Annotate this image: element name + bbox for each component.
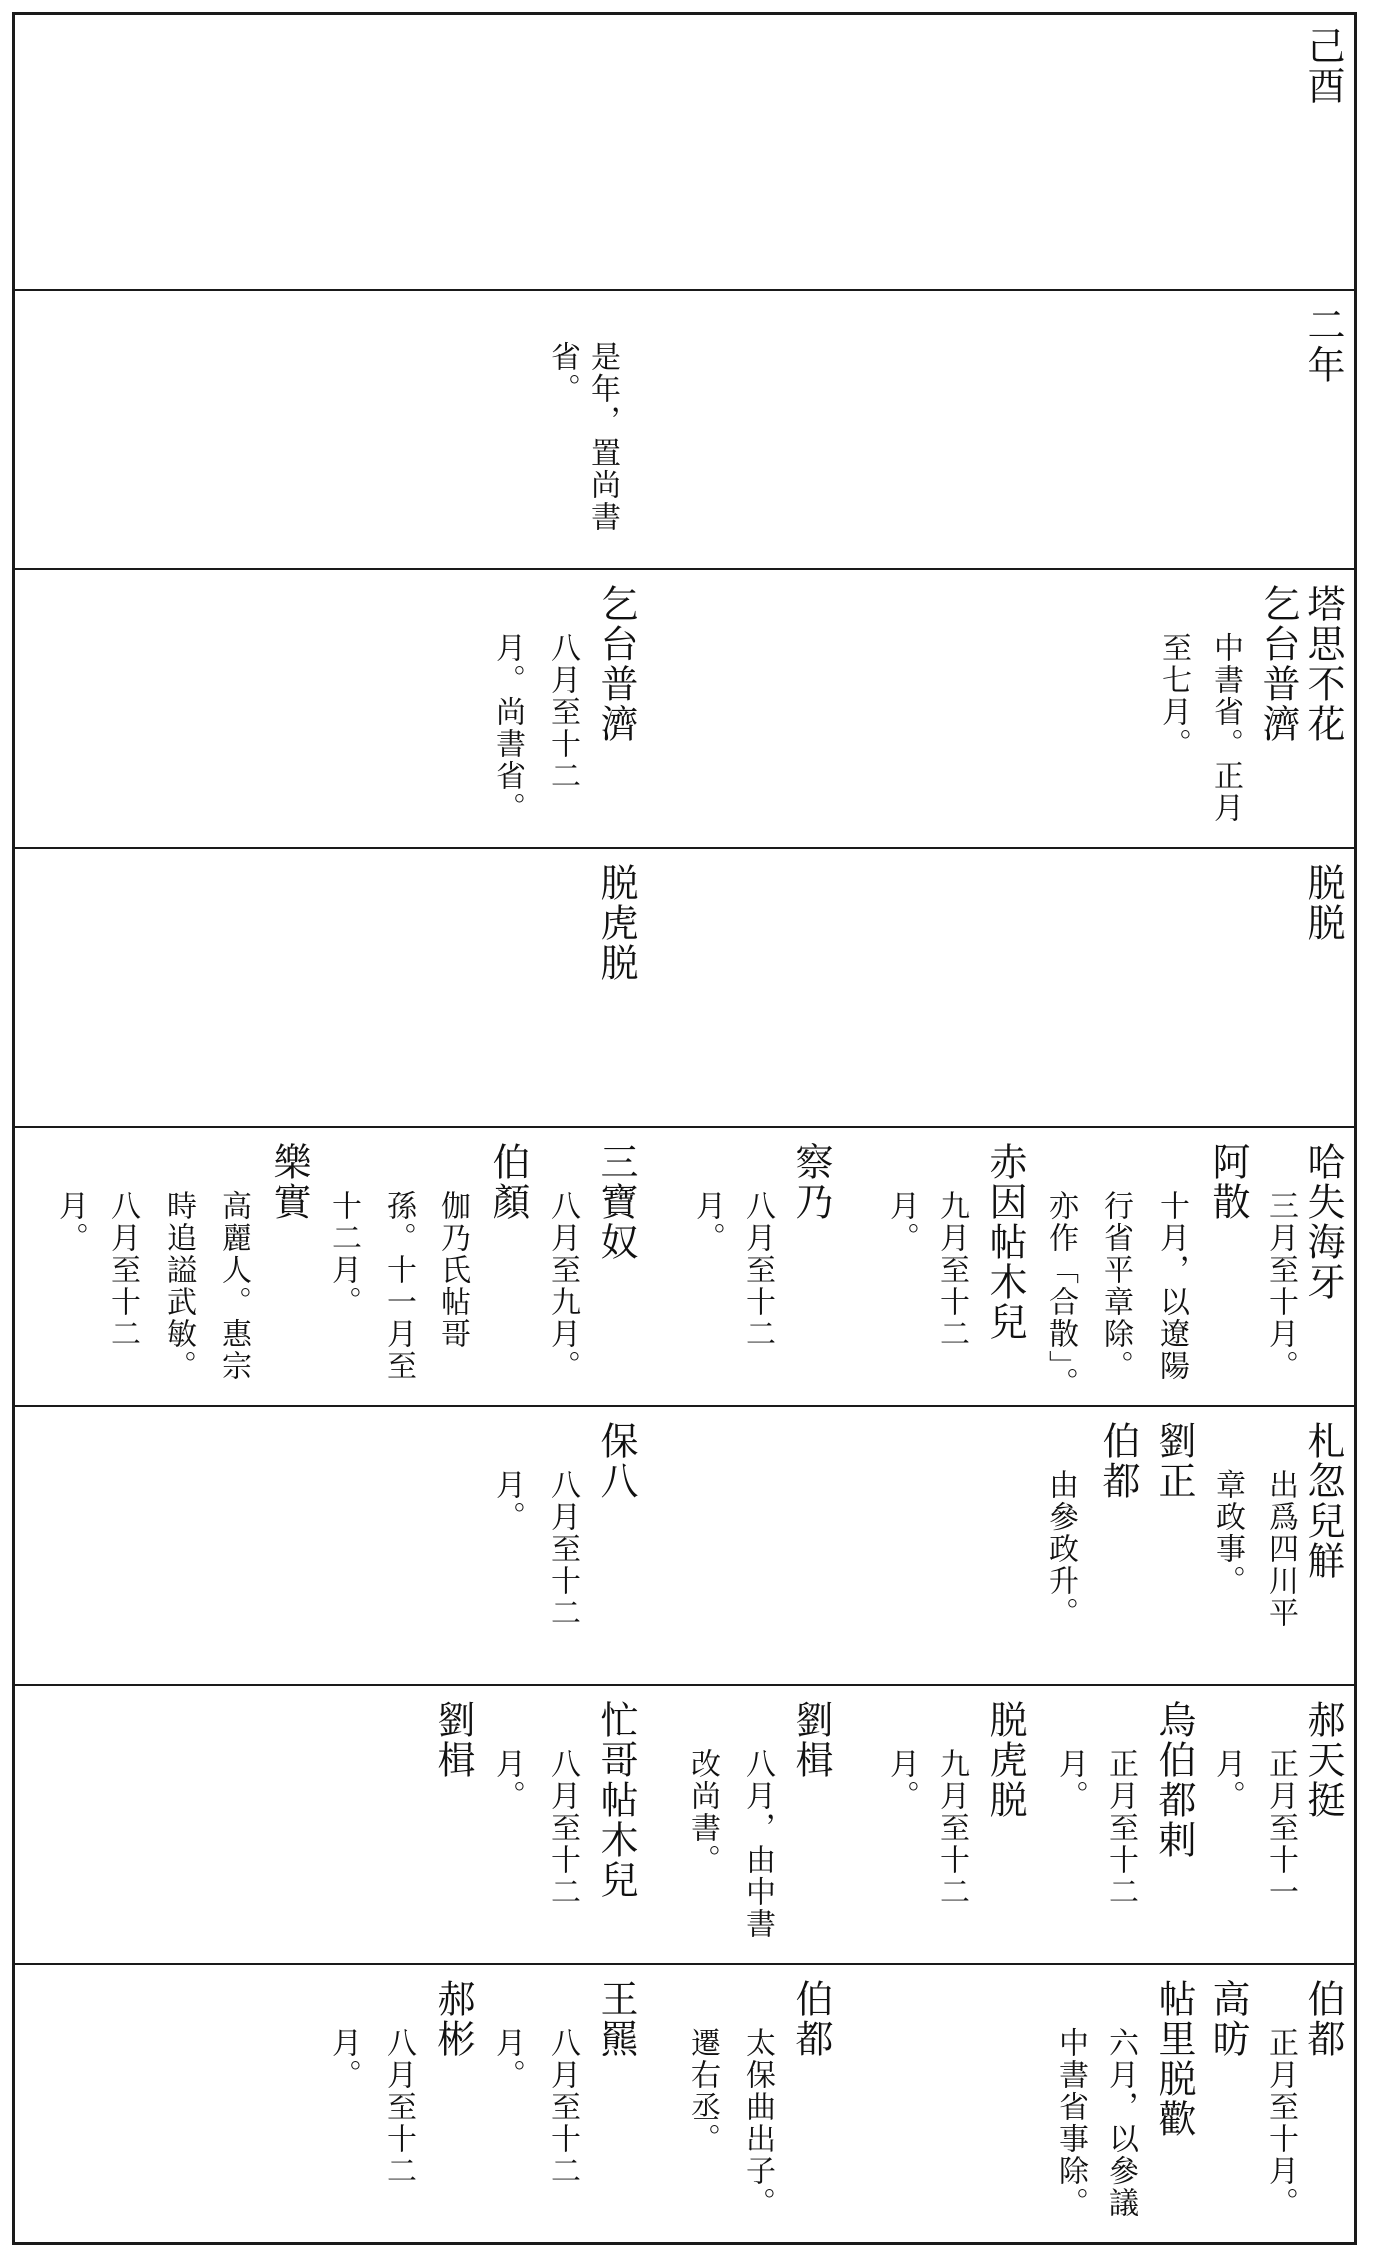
cell-text: 保八: [594, 1421, 638, 1501]
cell-text: 高昉: [1206, 1979, 1250, 2059]
cell-text: 帖里脱歡: [1152, 1979, 1196, 2139]
table-row: [12, 12, 1357, 291]
cell-text: 赤因帖木兒: [983, 1142, 1027, 1342]
cell-text: 伯都: [1096, 1421, 1140, 1501]
table-row: [12, 1686, 1357, 1965]
cell-text: 劉楫: [431, 1700, 475, 1780]
cell-text: 乞台普濟: [1256, 584, 1300, 744]
cell-text: 高麗人。惠宗: [216, 1190, 251, 1382]
cell-text: 郝彬: [431, 1979, 475, 2059]
cell-text: 阿散: [1206, 1142, 1250, 1222]
cell-text: 樂實: [267, 1142, 311, 1222]
cell-text: 八月至十二: [545, 632, 580, 792]
cell-text: 遷右丞。: [685, 2027, 720, 2155]
row-heading: 己酉: [1301, 26, 1345, 106]
cell-text: 十月，以遼陽: [1154, 1190, 1189, 1382]
cell-text: 月。: [490, 2027, 525, 2091]
cell-text: 月。: [490, 1748, 525, 1812]
cell-text: 月。: [1053, 1748, 1088, 1812]
cell-text: 月。: [1210, 1748, 1245, 1812]
cell-text: 伯都: [789, 1979, 833, 2059]
cell-text: 八月至十二: [740, 1190, 775, 1350]
cell-text: 至七月。: [1156, 632, 1191, 760]
cell-text: 中書省事除。: [1053, 2027, 1088, 2219]
row-heading: 二年: [1301, 305, 1345, 385]
row-heading: 哈失海牙: [1301, 1142, 1345, 1302]
cell-text: 亦作「合散」。: [1043, 1190, 1078, 1399]
cell-text: 八月至十二: [105, 1190, 140, 1350]
cell-text: 六月，以參議: [1103, 2027, 1138, 2219]
cell-text: 行省平章除。: [1098, 1190, 1133, 1382]
cell-text: 正月至十二: [1103, 1748, 1138, 1908]
cell-text: 正月至十一: [1263, 1748, 1298, 1908]
table-row: [12, 291, 1357, 570]
table-row: [12, 1407, 1357, 1686]
cell-text: 十二月。: [326, 1190, 361, 1318]
table-row: [12, 1965, 1357, 2245]
cell-text: 章政事。: [1210, 1469, 1245, 1597]
cell-text: 省。: [545, 341, 580, 405]
cell-text: 孫。十一月至: [381, 1190, 416, 1382]
table-row: [12, 570, 1357, 849]
cell-text: 時追謚武敏。: [161, 1190, 196, 1382]
cell-text: 月。: [884, 1748, 919, 1812]
cell-text: 九月至十二: [934, 1748, 969, 1908]
cell-text: 烏伯都剌: [1152, 1700, 1196, 1860]
row-heading: 札忽兒觧: [1301, 1421, 1345, 1581]
row-heading: 脱脱: [1301, 863, 1345, 943]
cell-text: 察乃: [789, 1142, 833, 1222]
row-heading: 塔思不花: [1301, 584, 1345, 744]
cell-text: 脱虎脱: [983, 1700, 1027, 1820]
cell-text: 劉楫: [789, 1700, 833, 1780]
cell-text: 忙哥帖木兒: [594, 1700, 638, 1900]
cell-text: 九月至十二: [934, 1190, 969, 1350]
row-heading: 郝天挺: [1301, 1700, 1345, 1820]
cell-text: 正月至十月。: [1263, 2027, 1298, 2219]
cell-text: 乞台普濟: [594, 584, 638, 744]
cell-text: 八月至十二: [545, 1469, 580, 1629]
cell-text: 伽乃氏帖哥: [435, 1190, 470, 1350]
cell-text: 三月至十月。: [1263, 1190, 1298, 1382]
cell-text: 改尚書。: [685, 1748, 720, 1876]
cell-text: 八月至九月。: [545, 1190, 580, 1382]
cell-text: 月。: [490, 1469, 525, 1533]
cell-text: 八月至十二: [545, 2027, 580, 2187]
row-heading: 伯都: [1301, 1979, 1345, 2059]
table-row: [12, 849, 1357, 1128]
cell-text: 月。: [690, 1190, 725, 1254]
cell-text: 八月至十二: [381, 2027, 416, 2187]
cell-text: 月。: [884, 1190, 919, 1254]
cell-text: 八月，由中書: [740, 1748, 775, 1940]
cell-text: 中書省。正月: [1208, 632, 1243, 824]
cell-text: 由參政升。: [1043, 1469, 1078, 1629]
cell-text: 月。: [326, 2027, 361, 2091]
cell-text: 太保曲出子。: [740, 2027, 775, 2219]
cell-text: 是年，置尚書: [585, 341, 620, 533]
cell-text: 脱虎脱: [594, 863, 638, 983]
cell-text: 三寶奴: [594, 1142, 638, 1262]
cell-text: 伯顏: [486, 1142, 530, 1222]
cell-text: 月。尚書省。: [490, 632, 525, 824]
cell-text: 王羆: [594, 1979, 638, 2059]
cell-text: 八月至十二: [545, 1748, 580, 1908]
cell-text: 劉正: [1152, 1421, 1196, 1501]
table-row: [12, 1128, 1357, 1407]
cell-text: 出爲四川平: [1263, 1469, 1298, 1629]
cell-text: 月。: [53, 1190, 88, 1254]
